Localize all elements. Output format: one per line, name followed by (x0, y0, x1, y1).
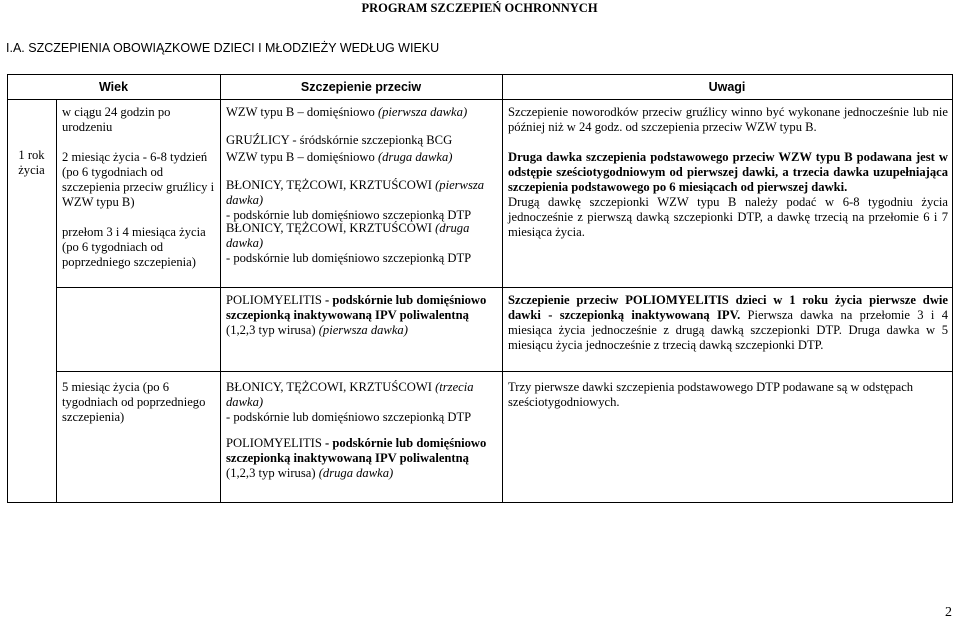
vaccine-polio-second (226, 436, 498, 481)
dose-label: (trzecia dawka) (226, 380, 474, 409)
age-group-label (7, 148, 56, 178)
table-left-border (7, 74, 8, 503)
vaccine-text: WZW typu B – domięśniowo (226, 105, 378, 119)
header-vaccine: Szczepienie przeciw (300, 80, 422, 94)
table-bottom-border (7, 502, 953, 503)
vaccine-method: - podskórnie lub domięśniowo szczepionką inaktywowaną IPV poliwalentną (226, 436, 487, 465)
note-bcg: Szczepienie noworodków przeciw gruźlicy winno być wykonane jednocześnie lub nie później niż w 24 godz. od szczepienia przeciw WZW typu B. (508, 105, 948, 134)
vaccine-dtp-second (226, 221, 498, 266)
table-row-divider (56, 371, 953, 372)
age-group-line1: 1 rok (18, 148, 45, 162)
age-cell-3-4-months: przełom 3 i 4 miesiąca życia (po 6 tygodniach od poprzedniego szczepienia) (62, 225, 206, 269)
vaccine-text: BŁONICY, TĘŻCOWI, KRZTUŚCOWI (226, 380, 436, 394)
page-number: 2 (945, 605, 952, 620)
dose-label: (druga dawka) (226, 221, 470, 250)
dose-label: (pierwsza dawka) (226, 178, 485, 207)
vaccine-method: - podskórnie lub domięśniowo szczepionką DTP (226, 208, 472, 222)
virus-types: (1,2,3 typ wirusa) (226, 323, 319, 337)
vaccine-name: POLIOMYELITIS (226, 293, 322, 307)
age-cell-2-months: 2 miesiąc życia - 6-8 tydzień (po 6 tygodniach od szczepienia przeciw gruźlicy i WZW typu B) (62, 150, 215, 209)
vaccine-wzw-first (226, 105, 498, 120)
note-bold-text: Szczepienie przeciw POLIOMYELITIS dzieci w 1 roku życia pierwsze dwie dawki - szczepionką inaktywowaną IPV. (508, 293, 948, 322)
virus-types: (1,2,3 typ wirusa) (226, 466, 319, 480)
table-age-divider (56, 100, 57, 503)
age-cell-5-months: 5 miesiąc życia (po 6 tygodniach od poprzedniego szczepienia) (62, 380, 206, 424)
age-cell-birth: w ciągu 24 godzin po urodzeniu (62, 105, 171, 134)
note-wzw (508, 150, 948, 240)
note-dtp: Trzy pierwsze dawki szczepienia podstawowego DTP podawane są w odstępach sześciotygodniowych. (508, 380, 914, 409)
dose-label: (pierwsza dawka) (318, 323, 408, 337)
header-notes: Uwagi (708, 80, 746, 94)
dose-label: (druga dawka) (318, 466, 394, 480)
dose-label: (pierwsza dawka) (377, 105, 468, 119)
vaccine-text: BŁONICY, TĘŻCOWI, KRZTUŚCOWI (226, 178, 436, 192)
table-column-divider (220, 74, 221, 503)
vaccine-wzw-second (226, 150, 498, 165)
note-text: Pierwsza dawka na przełomie 3 i 4 miesiąca życia jednocześnie z drugą dawką szczepionki DTP. Druga dawka w 5 miesiącu życia jednocześnie z trzecią dawką szczepionki DTP. (508, 308, 948, 352)
table-top-border (7, 74, 953, 75)
table-header-divider (7, 99, 953, 100)
vaccine-bcg: GRUŹLICY - śródskórnie szczepionką BCG (226, 133, 453, 147)
dose-label: (druga dawka) (377, 150, 453, 164)
vaccine-method: - podskórnie lub domięśniowo szczepionką DTP (226, 251, 472, 265)
vaccine-method: - podskórnie lub domięśniowo szczepionką inaktywowaną IPV poliwalentną (226, 293, 487, 322)
table-row-divider (56, 287, 953, 288)
table-column-divider (502, 74, 503, 503)
vaccine-text: WZW typu B – domięśniowo (226, 150, 378, 164)
vaccine-dtp-first (226, 178, 498, 223)
table-right-border (952, 74, 953, 503)
vaccine-method: - podskórnie lub domięśniowo szczepionką DTP (226, 410, 472, 424)
note-bold-text: Druga dawka szczepienia podstawowego przeciw WZW typu B podawana jest w odstępie sześciotygodniowym od pierwszej dawki, a trzecia dawka uzupełniająca szczepienia podstawowego po 6 miesiącach od pierwszej dawki. (508, 150, 948, 194)
vaccine-name: POLIOMYELITIS (226, 436, 322, 450)
header-age: Wiek (98, 80, 129, 94)
note-polio (508, 293, 948, 353)
age-group-line2: życia (18, 163, 45, 177)
note-text: Drugą dawkę szczepionki WZW typu B należy podać w 6-8 tygodniu życia jednocześnie z pierwszą dawką szczepionki DTP, a dawkę trzecią na przełomie 6 i 7 miesiąca życia. (508, 195, 948, 239)
page-title: PROGRAM SZCZEPIEŃ OCHRONNYCH (361, 1, 598, 15)
vaccine-polio-first (226, 293, 498, 338)
vaccine-text: BŁONICY, TĘŻCOWI, KRZTUŚCOWI (226, 221, 436, 235)
vaccine-dtp-third (226, 380, 498, 425)
section-subtitle: I.A. SZCZEPIENIA OBOWIĄZKOWE DZIECI I MŁODZIEŻY WEDŁUG WIEKU (6, 41, 440, 55)
